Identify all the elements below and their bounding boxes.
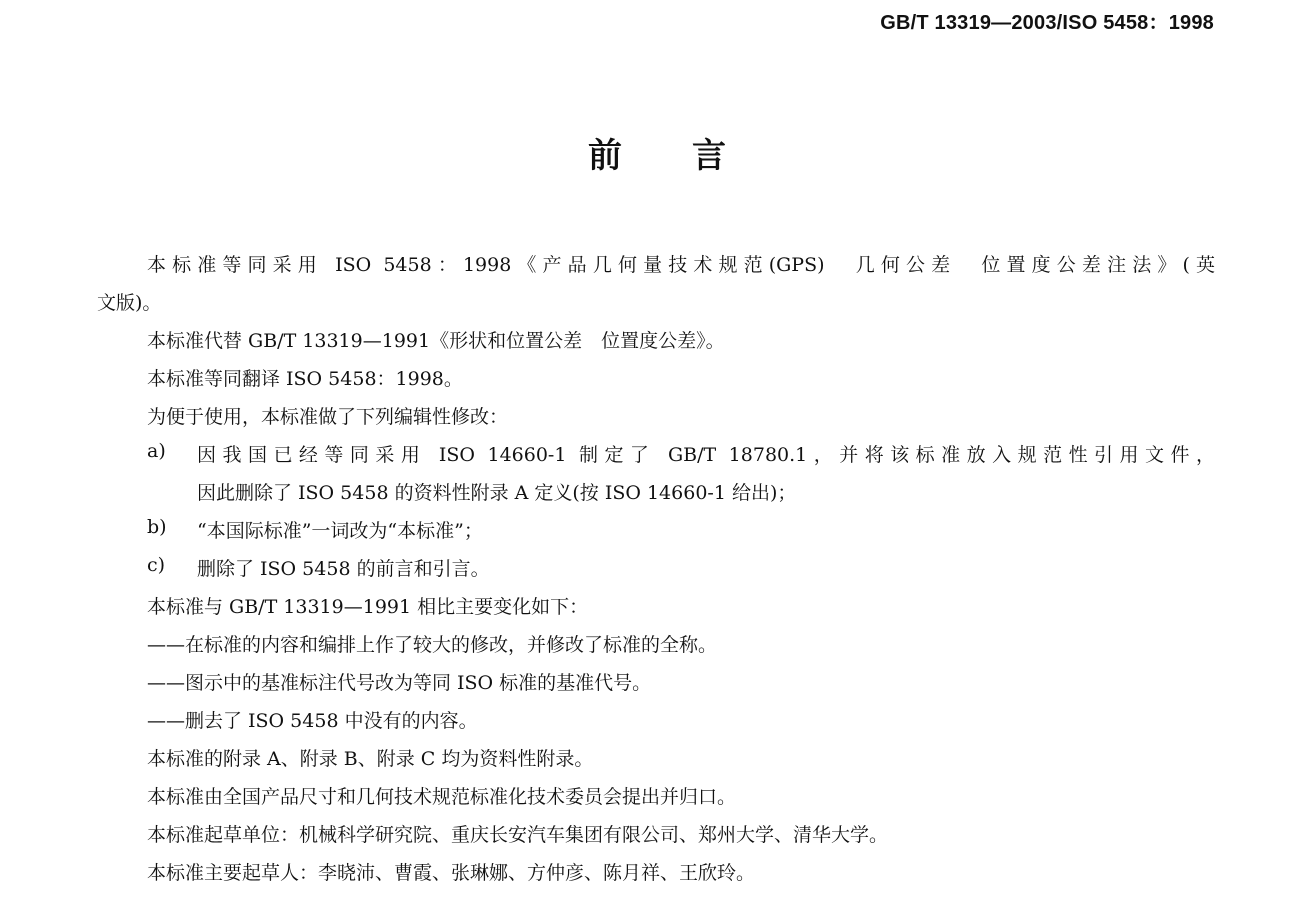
list-item-a-line-1: 因我国已经等同采用 ISO 14660-1 制定了 GB/T 18780.1，并将该标准放入规范性引用文件， [197, 444, 1215, 466]
dash-item-2: ——图示中的基准标注代号改为等同 ISO 标准的基准代号。 [147, 672, 652, 694]
list-item-b-text: “本国际标准”一词改为“本标准”； [197, 520, 483, 542]
list-item-a-label: a) [147, 440, 166, 462]
paragraph-appendices: 本标准的附录 A、附录 B、附录 C 均为资料性附录。 [147, 748, 594, 770]
paragraph-drafting-units: 本标准起草单位：机械科学研究院、重庆长安汽车集团有限公司、郑州大学、清华大学。 [147, 824, 889, 846]
page-title: 前言 [588, 136, 796, 176]
paragraph-proposed-by: 本标准由全国产品尺寸和几何技术规范标准化技术委员会提出并归口。 [147, 786, 737, 808]
dash-item-3: ——删去了 ISO 5458 中没有的内容。 [147, 710, 478, 732]
list-item-a-line-2: 因此删除了 ISO 5458 的资料性附录 A 定义(按 ISO 14660-1 给出)； [197, 482, 797, 504]
paragraph-editorial-intro: 为便于使用，本标准做了下列编辑性修改： [147, 406, 509, 428]
list-item-c-text: 删除了 ISO 5458 的前言和引言。 [197, 558, 490, 580]
paragraph-changes-intro: 本标准与 GB/T 13319—1991 相比主要变化如下： [147, 596, 589, 618]
paragraph-1-line-1: 本标准等同采用 ISO 5458：1998《产品几何量技术规范(GPS) 几何公差 位置度公差注法》(英 [147, 254, 1215, 276]
list-item-b-label: b) [147, 516, 167, 538]
paragraph-replaces: 本标准代替 GB/T 13319—1991《形状和位置公差 位置度公差》。 [147, 330, 725, 352]
dash-item-1: ——在标准的内容和编排上作了较大的修改，并修改了标准的全称。 [147, 634, 718, 656]
paragraph-translation: 本标准等同翻译 ISO 5458：1998。 [147, 368, 463, 390]
list-item-c-label: c) [147, 554, 166, 576]
standard-code-header: GB/T 13319—2003/ISO 5458：1998 [880, 12, 1214, 34]
paragraph-1-line-2: 文版)。 [97, 292, 162, 314]
paragraph-drafters: 本标准主要起草人：李晓沛、曹霞、张琳娜、方仲彦、陈月祥、王欣玲。 [147, 862, 756, 884]
